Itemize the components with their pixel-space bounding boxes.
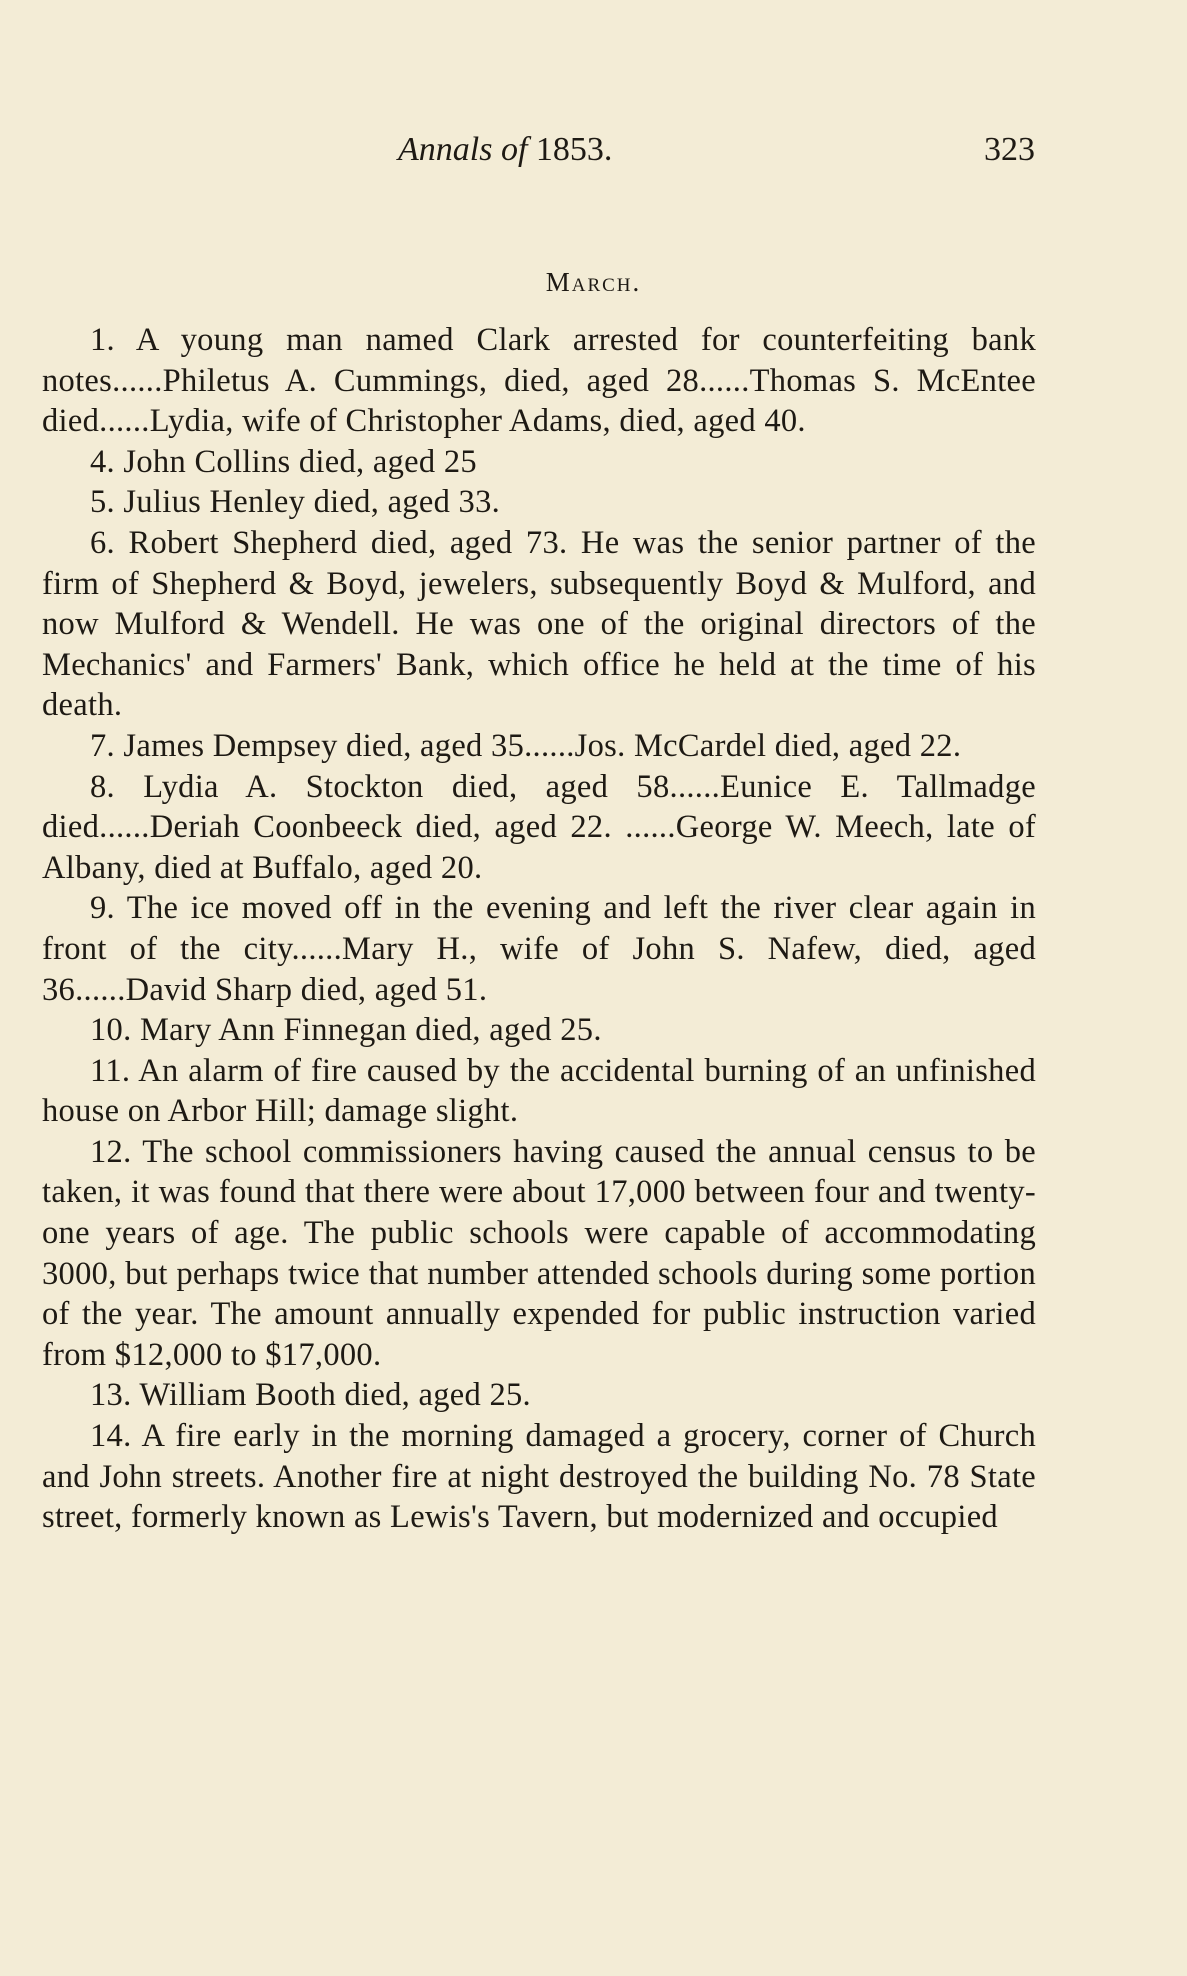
entry-day-number: 1. xyxy=(90,322,115,358)
entry-day-9 xyxy=(42,888,1036,1010)
entry-day-13 xyxy=(42,1375,1036,1416)
entry-text: The school commissioners having caused the annual census to be taken, it was found that there were about 17,000 between four and twenty-one years of age. The public schools were capable of accommodating 3000, but perhaps twice that number attended schools during some portion of the year. The amount annually expended for public instruction varied from $12,000 to $17,000. xyxy=(42,1133,1036,1373)
running-title-word-of: of xyxy=(500,131,528,168)
page-number: 323 xyxy=(984,131,1035,168)
entry-day-8 xyxy=(42,767,1036,889)
entry-day-7 xyxy=(42,726,1036,767)
entry-day-number: 13. xyxy=(90,1377,132,1414)
page-header xyxy=(0,128,1187,172)
entry-text: Robert Shepherd died, aged 73. He was the senior partner of the firm of Shepherd & Boyd, jewelers, subsequently Boyd & Mulford, and now Mulford & Wendell. He was one of the original directors of the Mechanics' and Farmers' Bank, which office he held at the time of his death. xyxy=(42,524,1036,724)
entry-text: James Dempsey died, aged 35......Jos. McCardel died, aged 22. xyxy=(123,727,962,764)
entry-text: Julius Henley died, aged 33. xyxy=(123,484,501,521)
entry-text: Mary Ann Finnegan died, aged 25. xyxy=(139,1012,602,1049)
entry-day-number: 8. xyxy=(90,768,115,805)
entry-day-number: 14. xyxy=(90,1418,132,1455)
entry-day-number: 9. xyxy=(90,890,115,927)
entry-text: Lydia A. Stockton died, aged 58......Eunice E. Tallmadge died......Deriah Coonbeeck died, aged 22. ......George W. Meech, late of Albany, died at Buffalo, aged 20. xyxy=(42,768,1036,886)
entry-day-4 xyxy=(42,442,1036,483)
entry-day-number: 5. xyxy=(90,484,115,521)
entry-text: A young man named Clark arrested for counterfeiting bank notes......Philetus A. Cummings, died, aged 28......Thomas S. McEntee died......Lydia, wife of Christopher Adams, died, aged 40. xyxy=(42,322,1036,440)
body-text xyxy=(42,320,1036,1538)
entry-day-11 xyxy=(42,1051,1036,1132)
entry-text: John Collins died, aged 25 xyxy=(123,443,477,480)
entry-day-number: 4. xyxy=(90,443,115,480)
month-heading: March. xyxy=(545,267,642,297)
running-title-year: 1853. xyxy=(535,131,613,168)
entry-day-number: 11. xyxy=(90,1052,131,1089)
entry-text: An alarm of fire caused by the accidental burning of an unfinished house on Arbor Hill; damage slight. xyxy=(42,1052,1036,1130)
entry-day-number: 7. xyxy=(90,727,115,764)
entry-day-number: 12. xyxy=(90,1133,132,1170)
entry-text: A fire early in the morning damaged a grocery, corner of Church and John streets. Another fire at night destroyed the building No. 78 State street, formerly known as Lewis's Tavern, but modernized and occupied xyxy=(42,1418,1036,1536)
running-title xyxy=(398,128,612,172)
entry-day-number: 6. xyxy=(90,524,115,561)
entry-day-14 xyxy=(42,1416,1036,1538)
running-title-word-annals: Annals xyxy=(398,131,493,168)
entry-text: William Booth died, aged 25. xyxy=(139,1377,531,1414)
entry-day-10 xyxy=(42,1010,1036,1051)
entry-day-1 xyxy=(42,320,1036,442)
entry-day-5 xyxy=(42,482,1036,523)
entry-text: The ice moved off in the evening and left the river clear again in front of the city......Mary H., wife of John S. Nafew, died, aged 36......David Sharp died, aged 51. xyxy=(42,890,1036,1008)
entry-day-12 xyxy=(42,1132,1036,1376)
entry-day-number: 10. xyxy=(90,1012,132,1049)
entry-day-6 xyxy=(42,523,1036,726)
